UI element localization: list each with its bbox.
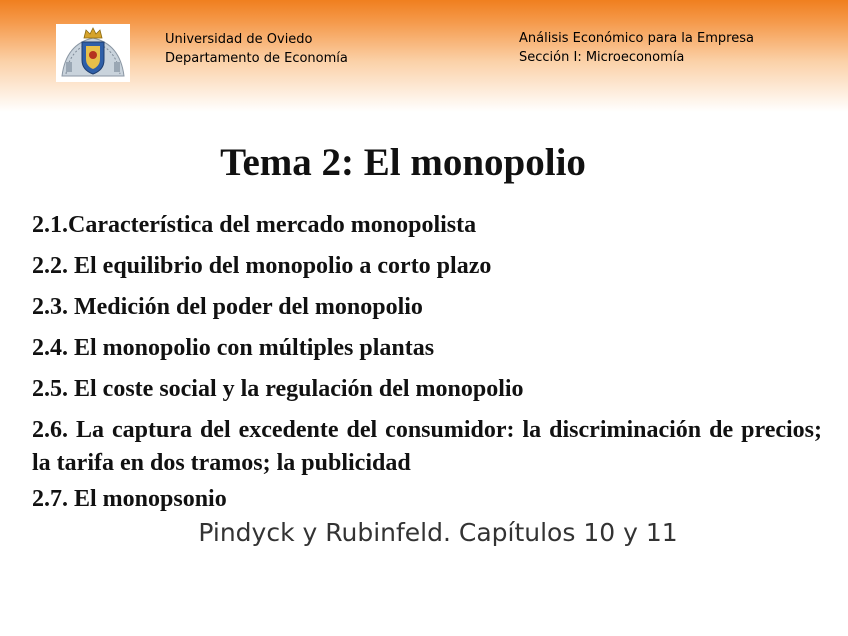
course-name: Análisis Económico para la Empresa (519, 31, 754, 46)
slide-title: Tema 2: El monopolio (220, 141, 586, 184)
university-crest-icon (56, 24, 130, 82)
course-info (519, 29, 754, 67)
department-name: Departamento de Economía (165, 51, 348, 66)
topic-item: 2.2. El equilibrio del monopolio a corto plazo (32, 253, 492, 279)
bibliography-reference: Pindyck y Rubinfeld. Capítulos 10 y 11 (198, 518, 678, 547)
topic-list (32, 209, 822, 524)
topic-item: 2.6. La captura del excedente del consumidor: la discriminación de precios; la tarifa en dos tramos; la publicidad (32, 417, 822, 476)
topic-item: 2.5. El coste social y la regulación del monopolio (32, 376, 524, 402)
section-name: Sección I: Microeconomía (519, 50, 685, 65)
topic-item: 2.7. El monopsonio (32, 486, 227, 512)
topic-item: 2.3. Medición del poder del monopolio (32, 294, 423, 320)
topic-item: 2.4. El monopolio con múltiples plantas (32, 335, 435, 361)
institution-info (165, 30, 348, 68)
university-name: Universidad de Oviedo (165, 32, 313, 47)
topic-item: 2.1.Característica del mercado monopolista (32, 212, 477, 238)
